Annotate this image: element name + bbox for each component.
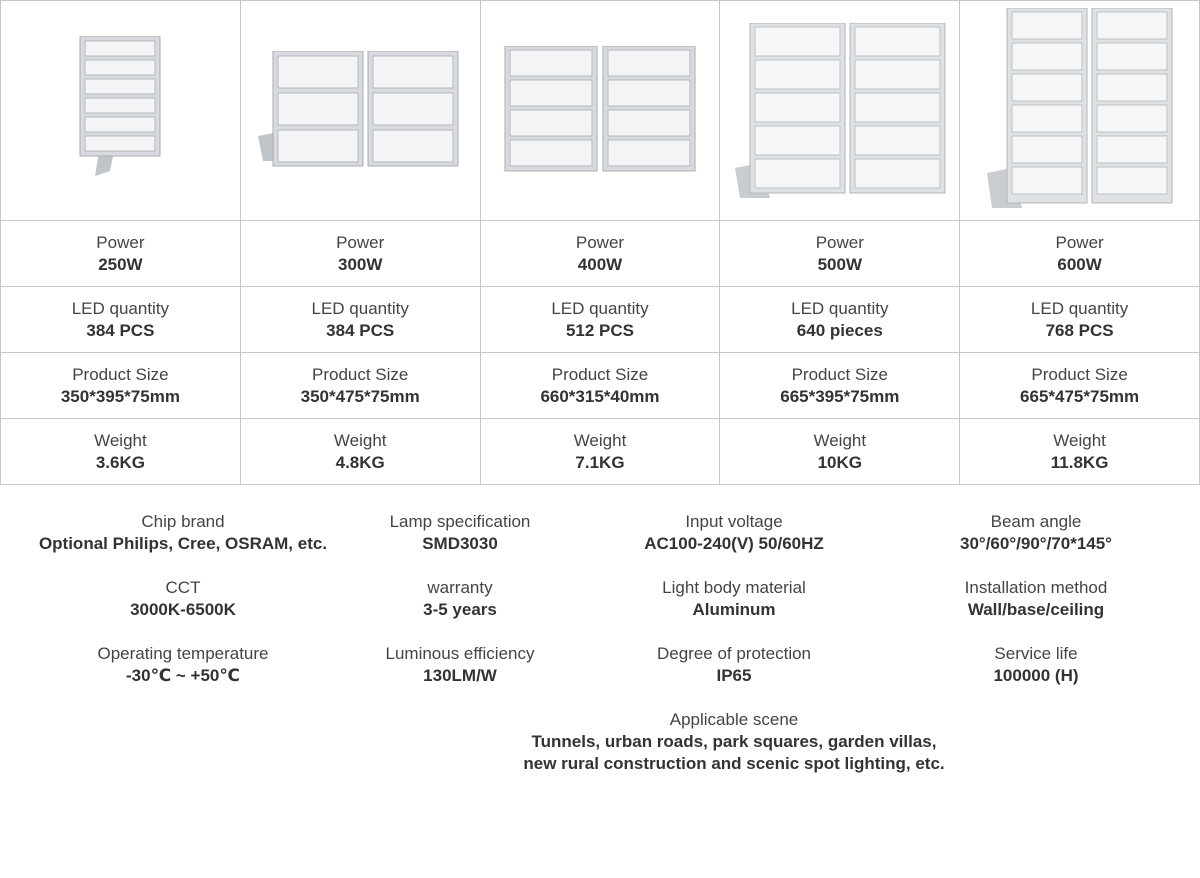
weight-value: 7.1KG [575, 452, 625, 472]
led-cell [480, 287, 720, 353]
spec-value: SMD3030 [422, 534, 498, 553]
spec-label: Beam angle [990, 512, 1082, 531]
size-label: Product Size [791, 364, 888, 384]
spec-label: Lamp specification [389, 512, 531, 531]
scene-line-1: Tunnels, urban roads, park squares, garden villas, [531, 732, 937, 751]
size-cell [480, 353, 720, 419]
product-image-cell-2 [240, 1, 480, 221]
led-label: LED quantity [71, 298, 170, 318]
size-cell [240, 353, 480, 419]
led-label: LED quantity [311, 298, 409, 318]
floodlight-image-600w [982, 8, 1177, 213]
power-label: Power [575, 232, 625, 252]
spec-value: 130LM/W [423, 666, 497, 685]
weight-value: 10KG [817, 452, 862, 472]
product-size-row [1, 353, 1200, 419]
common-specs [0, 487, 1200, 787]
spec-value: IP65 [716, 666, 752, 685]
led-cell [720, 287, 960, 353]
spec-beam-angle [856, 511, 1200, 555]
size-value: 350*475*75mm [300, 386, 420, 406]
size-value: 665*395*75mm [780, 386, 900, 406]
weight-value: 11.8KG [1050, 452, 1109, 472]
product-image-cell-4 [720, 1, 960, 221]
spec-value: Aluminum [692, 600, 776, 619]
power-label: Power [1055, 232, 1104, 252]
power-cell [480, 221, 720, 287]
scene-label: Applicable scene [669, 710, 799, 729]
spec-label: Service life [994, 644, 1078, 663]
led-cell [240, 287, 480, 353]
size-cell [960, 353, 1200, 419]
power-cell [240, 221, 480, 287]
power-label: Power [96, 232, 145, 252]
weight-label: Weight [333, 430, 387, 450]
spec-label: warranty [427, 578, 493, 597]
weight-label: Weight [573, 430, 627, 450]
spec-label: Input voltage [685, 512, 783, 531]
power-value: 400W [577, 254, 623, 274]
led-label: LED quantity [1030, 298, 1129, 318]
spec-value: Wall/base/ceiling [967, 600, 1105, 619]
scene-line-2: new rural construction and scenic spot lighting, etc. [523, 754, 945, 773]
weight-cell [720, 419, 960, 485]
spec-label: Degree of protection [656, 644, 812, 663]
product-image-cell-1 [1, 1, 241, 221]
spec-label: Chip brand [141, 512, 225, 531]
size-cell [1, 353, 241, 419]
floodlight-image-400w [500, 46, 700, 176]
spec-label: Installation method [964, 578, 1108, 597]
power-cell [960, 221, 1200, 287]
led-label: LED quantity [551, 298, 649, 318]
size-value: 350*395*75mm [60, 386, 180, 406]
size-cell [720, 353, 960, 419]
power-value: 300W [337, 254, 383, 274]
floodlight-image-300w [253, 51, 468, 171]
spec-value: 100000 (H) [993, 666, 1079, 685]
led-value: 512 PCS [565, 320, 635, 340]
spec-installation-method [856, 577, 1200, 621]
power-label: Power [336, 232, 385, 252]
spec-label: Luminous efficiency [385, 644, 535, 663]
weight-cell [1, 419, 241, 485]
spec-label: Light body material [662, 578, 806, 597]
size-value: 660*315*40mm [540, 386, 660, 406]
weight-cell [960, 419, 1200, 485]
weight-label: Weight [94, 430, 147, 450]
weight-cell [480, 419, 720, 485]
floodlight-image-500w [730, 23, 950, 198]
led-cell [1, 287, 241, 353]
product-image-cell-3 [480, 1, 720, 221]
led-value: 384 PCS [326, 320, 395, 340]
image-row [1, 1, 1200, 221]
spec-value: 30°/60°/90°/70*145° [960, 534, 1112, 553]
weight-label: Weight [813, 430, 867, 450]
spec-service-life [856, 643, 1200, 687]
weight-value: 4.8KG [335, 452, 385, 472]
size-value: 665*475*75mm [1020, 386, 1140, 406]
floodlight-image-250w [60, 36, 180, 186]
power-row [1, 221, 1200, 287]
led-value: 384 PCS [86, 320, 155, 340]
power-value: 250W [98, 254, 143, 274]
size-label: Product Size [551, 364, 649, 384]
spec-applicable-scene [434, 709, 1034, 775]
spec-value: 3000K-6500K [130, 600, 236, 619]
led-cell [960, 287, 1200, 353]
led-quantity-row [1, 287, 1200, 353]
led-label: LED quantity [791, 298, 889, 318]
power-cell [1, 221, 241, 287]
product-image-cell-5 [960, 1, 1200, 221]
spec-value: 3-5 years [423, 600, 497, 619]
spec-label: CCT [165, 578, 201, 597]
power-value: 600W [1057, 254, 1102, 274]
power-label: Power [815, 232, 864, 252]
weight-label: Weight [1053, 430, 1106, 450]
spec-value: -30℃ ~ +50℃ [126, 666, 240, 685]
spec-value: AC100-240(V) 50/60HZ [644, 534, 824, 553]
weight-row [1, 419, 1200, 485]
spec-value: Optional Philips, Cree, OSRAM, etc. [38, 534, 328, 553]
weight-value: 3.6KG [95, 452, 145, 472]
weight-cell [240, 419, 480, 485]
led-value: 640 pieces [796, 320, 883, 340]
size-label: Product Size [312, 364, 409, 384]
size-label: Product Size [72, 364, 169, 384]
led-value: 768 PCS [1045, 320, 1114, 340]
power-cell [720, 221, 960, 287]
power-value: 500W [817, 254, 862, 274]
size-label: Product Size [1031, 364, 1128, 384]
spec-label: Operating temperature [97, 644, 269, 663]
